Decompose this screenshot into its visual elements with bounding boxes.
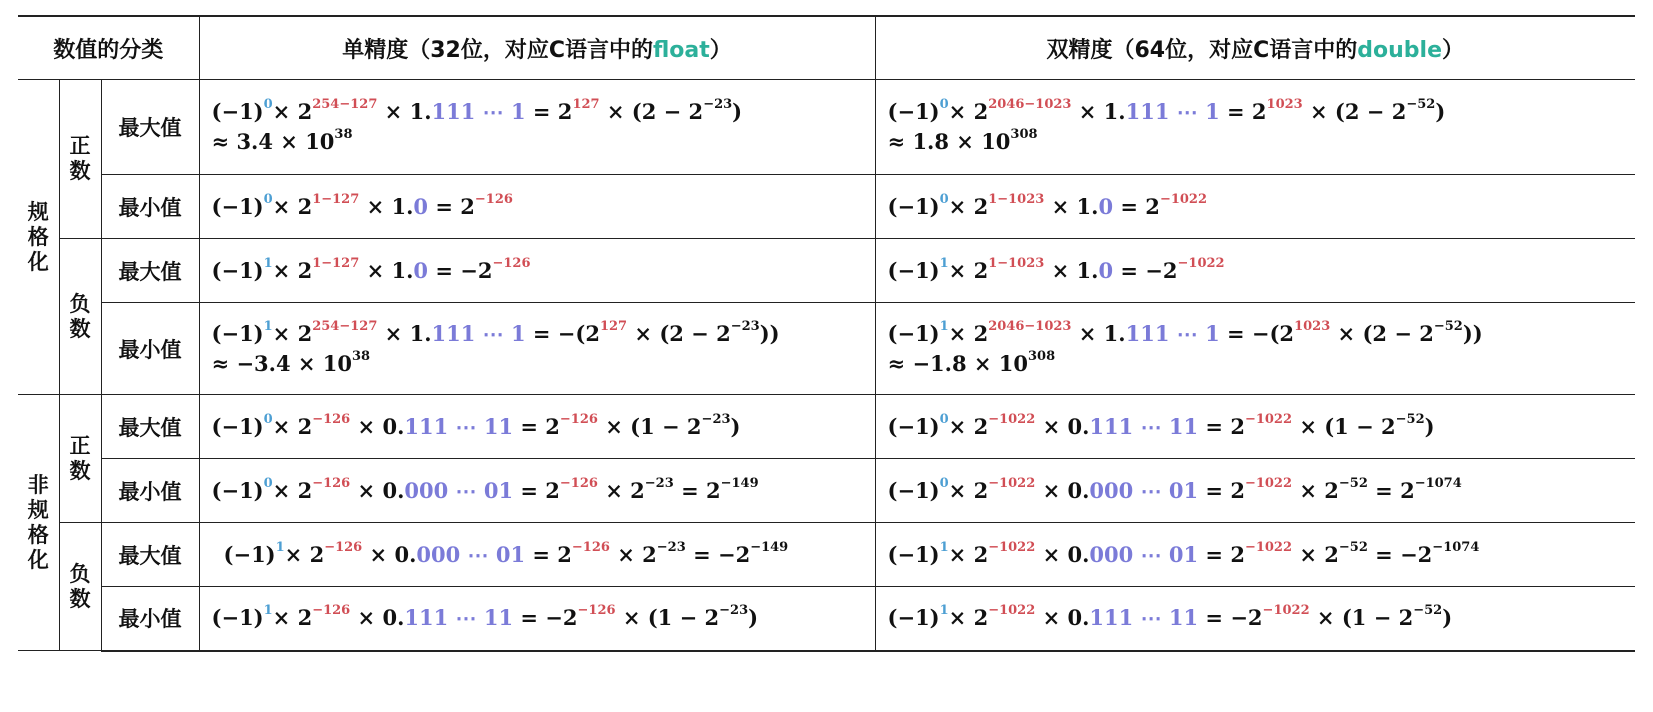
table-row (18, 80, 1635, 175)
formula-double: $(-1)^0\times 2^{1-1023} \times 1.0 = 2^{-1022}$ (875, 175, 1635, 239)
formula-double: $(-1)^1\times 2^{-1022} \times 0.000$ ⋯ $01 = 2^{-1022} \times 2^{-52} = -2^{-1074}$ (875, 523, 1635, 587)
label-min: 最小值 (101, 175, 199, 239)
table-row (18, 395, 1635, 459)
group-denormalized: 非 规 格 化 (18, 395, 59, 651)
group-negative: 负 数 (59, 523, 101, 651)
table-row (18, 587, 1635, 651)
table-row (18, 175, 1635, 239)
table-row (18, 239, 1635, 303)
formula-single: $(-1)^1\times 2^{254-127} \times 1.111$ ⋯ $1 = -(2^{127} \times (2 - 2^{-23}))$ ≈ $-3.4 \times 10^{38}$ (199, 303, 875, 395)
formula-double: $(-1)^0\times 2^{2046-1023} \times 1.111$ ⋯ $1 = 2^{1023} \times (2 - 2^{-52})$ ≈ $1.8 \times 10^{308}$ (875, 80, 1635, 175)
label-min: 最小值 (101, 587, 199, 651)
formula-single: $(-1)^0\times 2^{-126} \times 0.111$ ⋯ $11 = 2^{-126} \times (1 - 2^{-23})$ (199, 395, 875, 459)
float-classification-table (18, 15, 1635, 652)
formula-single: $(-1)^1\times 2^{-126} \times 0.111$ ⋯ $11 = -2^{-126} \times (1 - 2^{-23})$ (199, 587, 875, 651)
table-row (18, 523, 1635, 587)
header-single-precision: 单精度（32位，对应C语言中的float） (199, 16, 875, 80)
formula-double: $(-1)^1\times 2^{1-1023} \times 1.0 = -2^{-1022}$ (875, 239, 1635, 303)
group-negative: 负 数 (59, 239, 101, 395)
table-row (18, 303, 1635, 395)
label-max: 最大值 (101, 395, 199, 459)
header-classification: 数值的分类 (18, 16, 199, 80)
group-normalized: 规 格 化 (18, 80, 59, 395)
label-min: 最小值 (101, 303, 199, 395)
formula-double: $(-1)^0\times 2^{-1022} \times 0.111$ ⋯ $11 = 2^{-1022} \times (1 - 2^{-52})$ (875, 395, 1635, 459)
formula-single: $(-1)^0\times 2^{-126} \times 0.000$ ⋯ $01 = 2^{-126} \times 2^{-23} = 2^{-149}$ (199, 459, 875, 523)
label-max: 最大值 (101, 80, 199, 175)
formula-double: $(-1)^1\times 2^{-1022} \times 0.111$ ⋯ $11 = -2^{-1022} \times (1 - 2^{-52})$ (875, 587, 1635, 651)
formula-double: $(-1)^1\times 2^{2046-1023} \times 1.111$ ⋯ $1 = -(2^{1023} \times (2 - 2^{-52}))$ ≈ $-1.8 \times 10^{308}$ (875, 303, 1635, 395)
formula-single: $(-1)^0\times 2^{254-127} \times 1.111$ ⋯ $1 = 2^{127} \times (2 - 2^{-23})$ ≈ $3.4 \times 10^{38}$ (199, 80, 875, 175)
keyword-double: double (1357, 37, 1442, 63)
label-min: 最小值 (101, 459, 199, 523)
formula-single: $(-1)^1\times 2^{1-127} \times 1.0 = -2^{-126}$ (199, 239, 875, 303)
formula-single: $(-1)^1\times 2^{-126} \times 0.000$ ⋯ $01 = 2^{-126} \times 2^{-23} = -2^{-149}$ (199, 523, 875, 587)
header-double-precision: 双精度（64位，对应C语言中的double） (875, 16, 1635, 80)
group-positive: 正 数 (59, 395, 101, 523)
keyword-float: float (653, 37, 710, 63)
formula-double: $(-1)^0\times 2^{-1022} \times 0.000$ ⋯ $01 = 2^{-1022} \times 2^{-52} = 2^{-1074}$ (875, 459, 1635, 523)
table-row (18, 459, 1635, 523)
formula-single: $(-1)^0\times 2^{1-127} \times 1.0 = 2^{-126}$ (199, 175, 875, 239)
group-positive: 正 数 (59, 80, 101, 239)
label-max: 最大值 (101, 523, 199, 587)
label-max: 最大值 (101, 239, 199, 303)
table-header-row (18, 16, 1635, 80)
